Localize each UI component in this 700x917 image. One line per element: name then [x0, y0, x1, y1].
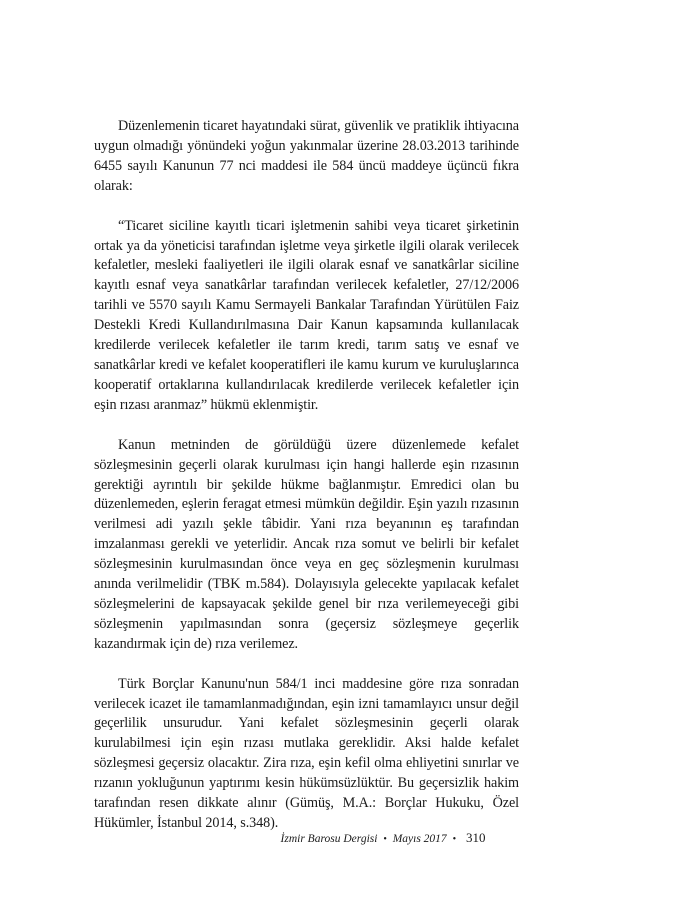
quoted-provision: “Ticaret siciline kayıtlı ticari işletmenin sahibi veya ticaret şirketinin ortak ya da yöneticisi tarafından işletme veya şirketle ilgili olarak verilecek kefaletler, mesleki faaliyetleri ile ilgili olarak esnaf ve sanatkârlar siciline kayıtlı esnaf veya sanatkârlar tarafından verilecek kefaletler, 27/12/2006 tarihli ve 5570 sayılı Kamu Sermayeli Bankalar Tarafından Yürütülen Faiz Destekli Kredi Kullandırılmasına Dair Kanun kapsamında kullanılacak kredilerde verilecek kefaletler ile tarım kredi, tarım satış ve esnaf ve sanatkârlar kredi ve kefalet kooperatifleri ile kamu kurum ve kuruluşlarınca kooperatif ortaklarına kullandırılacak kredilerde verilecek kefaletler için eşin rızası aranmaz” hükmü eklenmiştir. — [94, 217, 519, 413]
body-text — [94, 117, 519, 854]
issue-date: Mayıs 2017 — [392, 833, 447, 845]
paragraph-1: Düzenlemenin ticaret hayatındaki sürat, güvenlik ve pratiklik ihtiyacına uygun olmadığı yönündeki yoğun yakınmalar üzerine 28.03.2013 tarihinde 6455 sayılı Kanunun 77 nci maddesi ile 584 üncü maddeye üçüncü fıkra olarak: — [94, 118, 519, 194]
paragraph-4: Türk Borçlar Kanunu'nun 584/1 inci maddesine göre rıza sonradan verilecek icazet ile tamamlanmadığından, eşin izni tamamlayıcı unsur değil geçerlilik unsurudur. Yani kefalet sözleşmesinin geçerli olarak kurulabilmesi için eşin rızası mutlaka gereklidir. Aksi halde kefalet sözleşmesi geçersiz olacaktır. Zira rıza, eşin kefil olma ehliyetini sınırlar ve rızanın yokluğunun yaptırımı kesin hükümsüzlüktür. Bu geçersizlik hakim tarafından resen dikkate alınır (Gümüş, M.A.: Borçlar Hukuku, Özel Hükümler, İstanbul 2014, s.348). — [94, 675, 519, 831]
journal-name: İzmir Barosu Dergisi — [280, 833, 378, 845]
page-number: 310 — [465, 830, 486, 845]
page-footer — [0, 830, 700, 846]
paragraph-3: Kanun metninden de görüldüğü üzere düzenlemede kefalet sözleşmesinin geçerli olarak kurulması için hangi hallerde eşin rızasının gerektiği ayrıntılı bir şekilde hükme bağlanmıştır. Emredici olan bu düzenlemeden, eşlerin feragat etmesi mümkün değildir. Eşin yazılı rızasının verilmesi adi yazılı şekle tâbidir. Yani rıza beyanının eş tarafından imzalanması gerekli ve yeterlidir. Ancak rıza somut ve belirli bir kefalet sözleşmesinin kurulmasından önce veya en geç sözleşmenin kurulması anında verilmelidir (TBK m.584). Dolayısıyla gelecekte yapılacak kefalet sözleşmelerini de kapsayacak şekilde genel bir rıza verilemeyeceği gibi sözleşmenin yapılmasından sonra (geçersiz sözleşmeye geçerlik kazandırmak için de) rıza verilemez. — [94, 436, 519, 652]
footer-separator: • — [452, 834, 457, 845]
footer-separator: • — [383, 834, 387, 845]
